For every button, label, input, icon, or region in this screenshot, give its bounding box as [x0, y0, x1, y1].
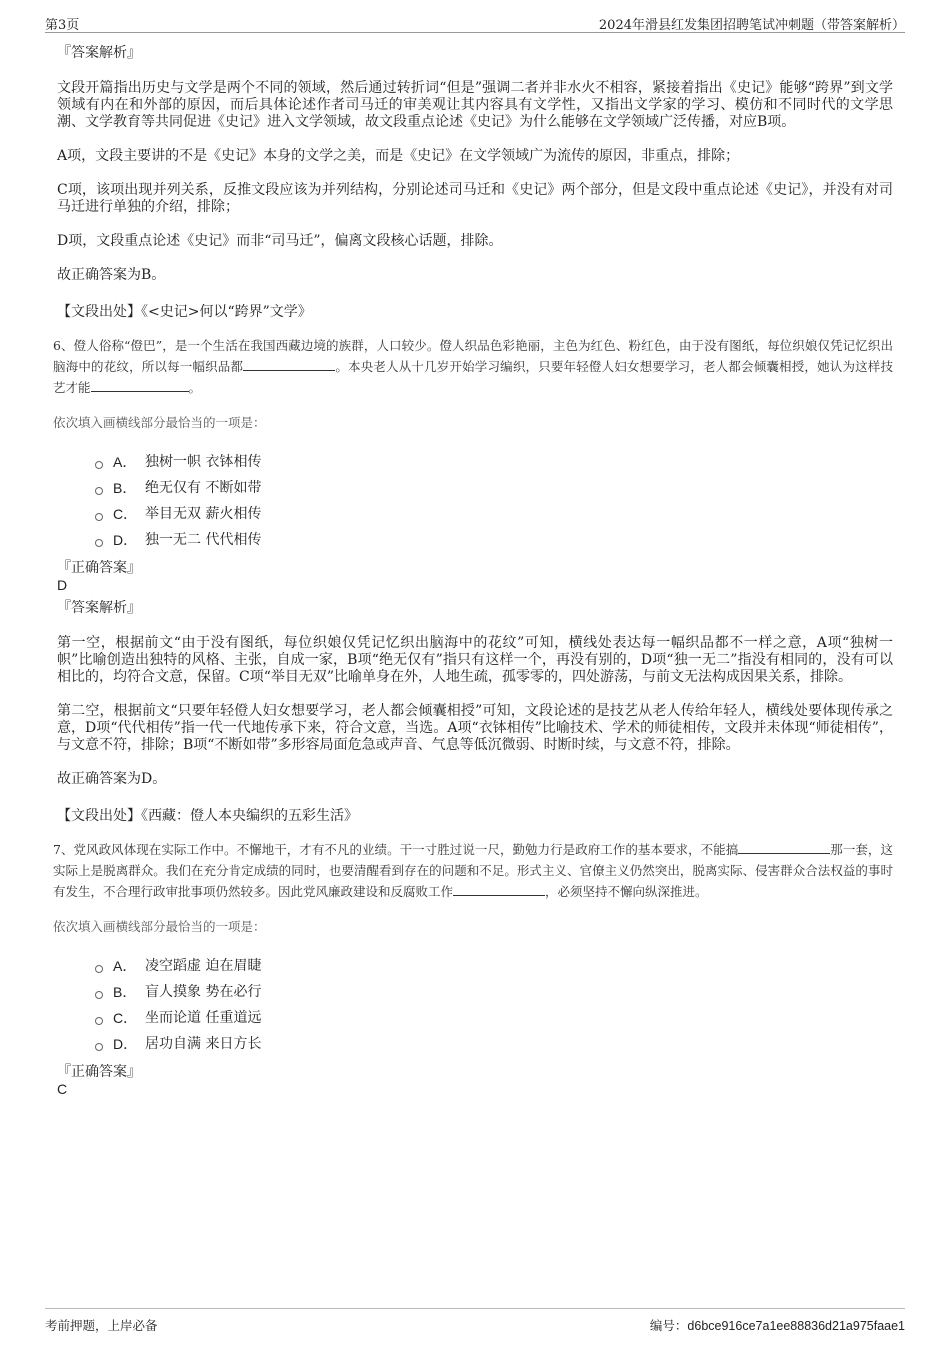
radio-icon[interactable] [95, 539, 103, 547]
radio-icon[interactable] [95, 513, 103, 521]
option-b[interactable]: B． 盲人摸象 势在必行 [95, 979, 893, 1005]
analysis-label: 『答案解析』 [57, 45, 141, 61]
radio-icon[interactable] [95, 991, 103, 999]
radio-icon[interactable] [95, 461, 103, 469]
page-content [53, 44, 893, 1103]
document-code: 编号：d6bce916ce7a1ee88836d21a975faae1 [649, 1318, 905, 1333]
question-6-text: 6、僜人俗称“僜巴”，是一个生活在我国西藏边境的族群，人口较少。僜人织品色彩艳丽，主色为红色、粉红色，由于没有图纸，每位织娘仅凭记忆织出脑海中的花纹，所以每一幅织品都 。本央老人从十几岁开始学习编织，只要年轻僜人妇女想要学习，老人都会倾囊相授，她认为这样技艺才能 。 [53, 338, 893, 395]
analysis-paragraph: C项，该项出现并列关系，反推文段应该为并列结构，分别论述司马迁和《史记》两个部分，但是文段中重点论述《史记》，并没有对司马迁进行单独的介绍，排除； [57, 182, 893, 215]
analysis-paragraph: 第一空，根据前文“由于没有图纸，每位织娘仅凭记忆织出脑海中的花纹”可知，横线处表达每一幅织品都不一样之意，A项“独树一帜”比喻创造出独特的风格、主张，自成一家，B项“绝无仅有”指只有这样一个，再没有别的，D项“独一无二”指没有相同的，没有可以相比的，均符合文意，保留。C项“举目无双”比喻单身在外，人地生疏，孤零零的，四处游荡，与前文无法构成因果关系，排除。 [57, 635, 893, 685]
option-a[interactable]: A． 凌空蹈虚 迫在眉睫 [95, 953, 893, 979]
analysis-label: 『答案解析』 [57, 600, 141, 616]
option-a[interactable]: A． 独树一帜 衣钵相传 [95, 449, 893, 475]
correct-answer-label: 『正确答案』 [57, 560, 141, 576]
correct-answer-value: D [57, 577, 68, 593]
option-b[interactable]: B． 绝无仅有 不断如带 [95, 475, 893, 501]
question-instruction: 依次填入画横线部分最恰当的一项是： [53, 415, 266, 430]
radio-icon[interactable] [95, 965, 103, 973]
correct-answer-label: 『正确答案』 [57, 1064, 141, 1080]
fill-blank [243, 358, 335, 371]
question-7-options [95, 953, 893, 1057]
question-instruction: 依次填入画横线部分最恰当的一项是： [53, 919, 266, 934]
analysis-paragraph: A项，文段主要讲的不是《史记》本身的文学之美，而是《史记》在文学领域广为流传的原因，非重点，排除； [57, 148, 740, 164]
footer-slogan: 考前押题，上岸必备 [45, 1318, 158, 1333]
radio-icon[interactable] [95, 1017, 103, 1025]
page-number: 第3页 [45, 18, 80, 33]
question-7-text: 7、党风政风体现在实际工作中。不懈地干，才有不凡的业绩。干一寸胜过说一尺，勤勉力行是政府工作的基本要求，不能搞 那一套，这实际上是脱离群众。我们在充分肯定成绩的同时，也要清醒看到存在的问题和不足。形式主义、官僚主义仍然突出，脱离实际、侵害群众合法权益的事时有发生，不合理行政审批事项仍然较多。因此党风廉政建设和反腐败工作 ，必须坚持不懈向纵深推进。 [53, 842, 893, 899]
passage-source: 【文段出处】《西藏：僜人本央编织的五彩生活》 [57, 808, 358, 824]
radio-icon[interactable] [95, 1043, 103, 1051]
question-6-options [95, 449, 893, 553]
option-d[interactable]: D． 独一无二 代代相传 [95, 527, 893, 553]
fill-blank [91, 379, 189, 392]
answer-conclusion: 故正确答案为B。 [57, 267, 166, 283]
option-d[interactable]: D． 居功自满 来日方长 [95, 1031, 893, 1057]
page-footer [45, 1308, 905, 1339]
fill-blank [453, 883, 545, 896]
option-c[interactable]: C． 坐而论道 任重道远 [95, 1005, 893, 1031]
fill-blank [738, 841, 830, 854]
document-title: 2024年滑县红发集团招聘笔试冲刺题（带答案解析） [598, 18, 905, 33]
option-c[interactable]: C． 举目无双 薪火相传 [95, 501, 893, 527]
passage-source: 【文段出处】《<史记>何以“跨界”文学》 [57, 304, 312, 320]
analysis-paragraph: 文段开篇指出历史与文学是两个不同的领域，然后通过转折词“但是”强调二者并非水火不相容，紧接着指出《史记》能够“跨界”到文学领域有内在和外部的原因，而后具体论述作者司马迁的审美观让其内容具有文学性，又指出文学家的学习、模仿和不同时代的文学思潮、文学教育等共同促进《史记》进入文学领域，故文段重点论述《史记》为什么能够在文学领域广泛传播，对应B项。 [57, 80, 893, 130]
page-header [45, 14, 905, 33]
radio-icon[interactable] [95, 487, 103, 495]
analysis-paragraph: D项，文段重点论述《史记》而非“司马迁”，偏离文段核心话题，排除。 [57, 233, 503, 249]
answer-conclusion: 故正确答案为D。 [57, 771, 167, 787]
correct-answer-value: C [57, 1081, 68, 1097]
analysis-paragraph: 第二空，根据前文“只要年轻僜人妇女想要学习，老人都会倾囊相授”可知，文段论述的是技艺从老人传给年轻人，横线处要体现传承之意，D项“代代相传”指一代一代地传承下来，符合文意，当选。A项“衣钵相传”比喻技术、学术的师徒相传，文段并未体现“师徒相传”，与文意不符，排除；B项“不断如带”多形容局面危急或声音、气息等低沉微弱、时断时续，与文意不符，排除。 [57, 703, 893, 753]
